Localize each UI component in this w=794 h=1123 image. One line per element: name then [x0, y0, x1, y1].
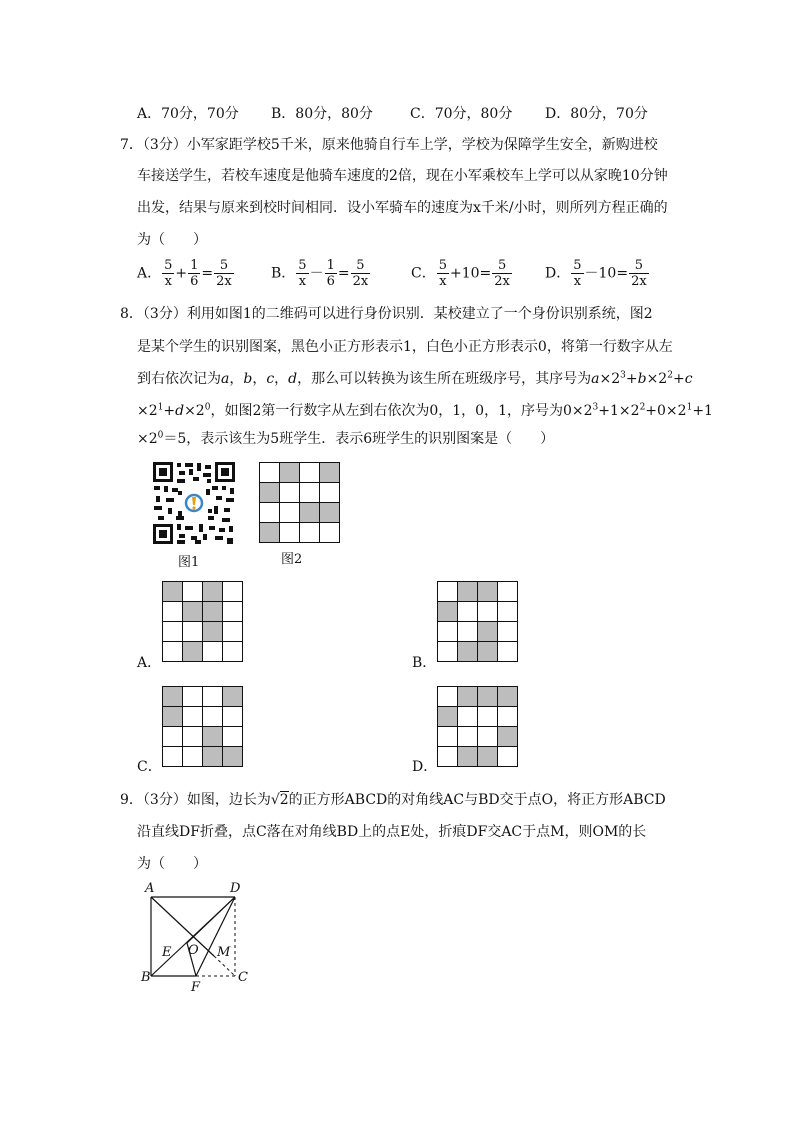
q7-line-4: 为（ ）	[137, 232, 207, 248]
figure-2-grid	[259, 462, 340, 543]
q6-option-d[interactable]: D．80分，70分	[545, 106, 648, 122]
q6-option-a[interactable]: A．70分，70分	[137, 106, 239, 122]
sqrt-symbol: √	[270, 792, 280, 808]
point-e-label: E	[162, 945, 172, 960]
point-m-label: M	[217, 945, 231, 960]
q9-line-3: 为（ ）	[137, 856, 207, 872]
figure-2-caption: 图2	[281, 552, 303, 567]
point-d-label: D	[230, 881, 241, 896]
q8-line-1: 8．（3分）利用如图1的二维码可以进行身份识别．某校建立了一个身份识别系统，图2	[120, 306, 653, 322]
q7-option-b[interactable]: B． $\frac{5}{x}$ － $\frac{1}{6}$ = $\frac{5}{2x}$	[271, 258, 369, 289]
q7-line-2: 车接送学生，若校车速度是他骑车速度的2倍，现在小军乘校车上学可以从家晚10分钟	[137, 168, 668, 184]
q8-option-d-grid[interactable]	[437, 686, 518, 767]
point-o-label: O	[188, 943, 199, 958]
q6-option-b[interactable]: B．80分，80分	[271, 106, 373, 122]
q8-option-a-label[interactable]: A．	[137, 655, 162, 671]
q7-option-a[interactable]: A． $\frac{5}{x}$ + $\frac{1}{6}$ = $\frac{5}{2x}$	[137, 258, 232, 289]
q8-line-4: $\times 2^1+d\times 2^0$，如图2第一行数字从左到右依次为0，1，0，1，序号为$0\times 2^3+1\times 2^2+0\times 2^1+1$	[137, 402, 713, 419]
point-c-label: C	[238, 970, 248, 985]
square-fold-diagram	[140, 879, 280, 994]
q8-option-a-grid[interactable]	[162, 581, 243, 662]
point-a-label: A	[145, 881, 155, 896]
q8-option-b-label[interactable]: B．	[412, 655, 437, 671]
q9-line-1: 9．（3分）如图，边长为√2的正方形ABCD的对角线AC与BD交于点O，将正方形ABCD	[120, 792, 666, 808]
q8-option-b-grid[interactable]	[437, 581, 518, 662]
q8-option-c-label[interactable]: C．	[137, 759, 162, 775]
q8-option-d-label[interactable]: D．	[412, 759, 438, 775]
q7-option-c[interactable]: C． $\frac{5}{x}$ +10= $\frac{5}{2x}$	[411, 258, 510, 289]
q7-line-3: 出发，结果与原来到校时间相同．设小军骑车的速度为x千米/小时，则所列方程正确的	[137, 200, 668, 216]
q7-option-d[interactable]: D． $\frac{5}{x}$ －10= $\frac{5}{2x}$	[545, 258, 647, 289]
point-f-label: F	[191, 980, 201, 994]
q7-line-1: 7．（3分）小军家距学校5千米，原来他骑自行车上学，学校为保障学生安全，新购进校	[120, 137, 658, 153]
q8-line-2: 是某个学生的识别图案，黑色小正方形表示1，白色小正方形表示0，将第一行数字从左	[137, 339, 673, 355]
q6-option-c[interactable]: C．70分，80分	[410, 106, 513, 122]
q8-option-c-grid[interactable]	[162, 686, 243, 767]
figure-1-caption: 图1	[178, 555, 200, 570]
point-b-label: B	[141, 970, 151, 985]
q8-line-3: 到右依次记为a，b，c，d，那么可以转换为该生所在班级序号，其序号为$a\times 2^3+b\times 2^2+c$	[137, 370, 693, 387]
q9-line-2: 沿直线DF折叠，点C落在对角线BD上的点E处，折痕DF交AC于点M，则OM的长	[137, 824, 647, 840]
q8-line-5: $\times 2^0=5$，表示该生为5班学生．表示6班学生的识别图案是（ ）	[137, 430, 555, 447]
qr-code-figure-1	[152, 461, 236, 545]
